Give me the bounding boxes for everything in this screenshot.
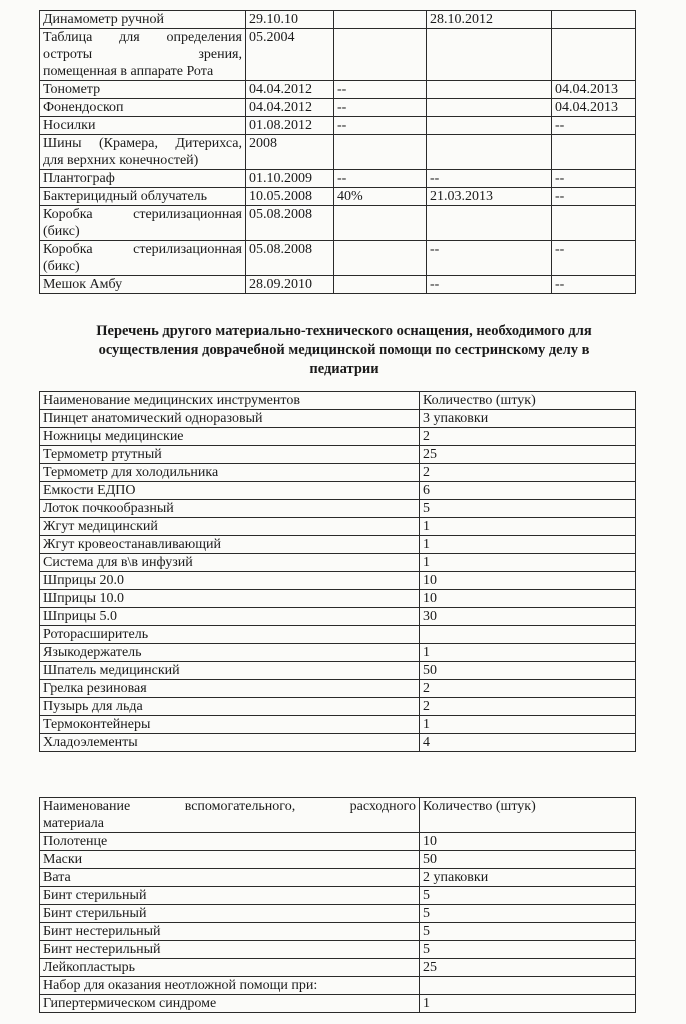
equipment-c5-cell: -- <box>552 276 636 294</box>
material-qty-cell <box>420 977 636 995</box>
equipment-c4-cell <box>427 206 552 241</box>
instruments-row <box>40 590 636 608</box>
equipment-row <box>40 188 636 206</box>
equipment-table <box>39 10 636 294</box>
materials-row <box>40 833 636 851</box>
materials-row <box>40 959 636 977</box>
material-name-cell: Маски <box>40 851 420 869</box>
instrument-name-cell: Лоток почкообразный <box>40 500 420 518</box>
materials-row <box>40 887 636 905</box>
instrument-name-cell: Шприцы 5.0 <box>40 608 420 626</box>
instruments-row <box>40 464 636 482</box>
equipment-name-line: Таблица для определения <box>43 30 242 45</box>
instruments-row <box>40 716 636 734</box>
equipment-name-line: Мешок Амбу <box>43 277 123 292</box>
equipment-row <box>40 241 636 276</box>
equipment-name-line: Бактерицидный облучатель <box>43 189 208 204</box>
instruments-row <box>40 680 636 698</box>
instrument-qty-cell: 25 <box>420 446 636 464</box>
equipment-c4-cell: -- <box>427 276 552 294</box>
section-title <box>60 322 628 379</box>
equipment-name-cell <box>40 135 246 170</box>
materials-header-word-1: Наименование <box>43 799 131 814</box>
equipment-c3-cell <box>334 135 427 170</box>
equipment-date-cell: 28.09.2010 <box>246 276 334 294</box>
equipment-row <box>40 206 636 241</box>
equipment-c3-cell: -- <box>334 81 427 99</box>
instrument-name-cell: Языкодержатель <box>40 644 420 662</box>
equipment-row <box>40 29 636 81</box>
equipment-name-cell <box>40 170 246 188</box>
equipment-c4-cell: -- <box>427 241 552 276</box>
instrument-name-cell: Термометр ртутный <box>40 446 420 464</box>
instruments-row <box>40 410 636 428</box>
instrument-qty-cell: 2 <box>420 698 636 716</box>
equipment-date-cell: 05.08.2008 <box>246 206 334 241</box>
equipment-date-cell: 05.2004 <box>246 29 334 81</box>
instrument-qty-cell: 1 <box>420 536 636 554</box>
instrument-name-cell: Ножницы медицинские <box>40 428 420 446</box>
equipment-c5-cell: -- <box>552 188 636 206</box>
equipment-c5-cell <box>552 11 636 29</box>
equipment-row <box>40 135 636 170</box>
equipment-row <box>40 170 636 188</box>
instrument-qty-cell: 4 <box>420 734 636 752</box>
equipment-name-cell <box>40 29 246 81</box>
equipment-c5-cell: -- <box>552 241 636 276</box>
material-name-cell: Гипертермическом синдроме <box>40 995 420 1013</box>
material-name-cell: Вата <box>40 869 420 887</box>
instruments-row <box>40 446 636 464</box>
equipment-name-cell <box>40 81 246 99</box>
equipment-name-line: (бикс) <box>43 224 80 239</box>
instruments-table-body <box>40 410 636 752</box>
equipment-c3-cell <box>334 206 427 241</box>
material-name-cell: Бинт стерильный <box>40 887 420 905</box>
materials-row <box>40 923 636 941</box>
instrument-qty-cell: 1 <box>420 554 636 572</box>
materials-header-word-2: вспомогательного, <box>184 799 296 814</box>
instruments-row <box>40 662 636 680</box>
equipment-c4-cell <box>427 81 552 99</box>
equipment-c5-cell: -- <box>552 170 636 188</box>
instrument-qty-cell: 30 <box>420 608 636 626</box>
equipment-name-cell <box>40 241 246 276</box>
equipment-c3-cell <box>334 11 427 29</box>
equipment-name-line: для верхних конечностей) <box>43 153 199 168</box>
instrument-name-cell: Шпатель медицинский <box>40 662 420 680</box>
instrument-name-cell: Система для в\в инфузий <box>40 554 420 572</box>
equipment-c3-cell: -- <box>334 170 427 188</box>
equipment-c5-cell: 04.04.2013 <box>552 99 636 117</box>
material-qty-cell: 5 <box>420 923 636 941</box>
equipment-date-cell: 10.05.2008 <box>246 188 334 206</box>
equipment-c5-cell: -- <box>552 117 636 135</box>
instrument-qty-cell: 10 <box>420 590 636 608</box>
instrument-qty-cell: 6 <box>420 482 636 500</box>
equipment-name-line: Носилки <box>43 118 96 133</box>
instrument-name-cell: Хладоэлементы <box>40 734 420 752</box>
instrument-qty-cell: 5 <box>420 500 636 518</box>
material-qty-cell: 1 <box>420 995 636 1013</box>
equipment-c4-cell <box>427 117 552 135</box>
material-name-cell: Набор для оказания неотложной помощи при: <box>40 977 420 995</box>
material-qty-cell: 25 <box>420 959 636 977</box>
equipment-c3-cell: 40% <box>334 188 427 206</box>
equipment-name-line: (бикс) <box>43 259 80 274</box>
equipment-name-line: Динамометр ручной <box>43 12 165 27</box>
instrument-name-cell: Роторасширитель <box>40 626 420 644</box>
equipment-date-cell: 2008 <box>246 135 334 170</box>
equipment-name-cell <box>40 99 246 117</box>
material-qty-cell: 5 <box>420 941 636 959</box>
instrument-qty-cell: 1 <box>420 518 636 536</box>
equipment-row <box>40 276 636 294</box>
equipment-row <box>40 117 636 135</box>
equipment-name-line: Коробка стерилизационная <box>43 242 242 257</box>
instrument-qty-cell: 10 <box>420 572 636 590</box>
equipment-c3-cell: -- <box>334 99 427 117</box>
equipment-c4-cell: 21.03.2013 <box>427 188 552 206</box>
instruments-row <box>40 536 636 554</box>
equipment-table-body <box>40 11 636 294</box>
equipment-c5-cell <box>552 29 636 81</box>
equipment-name-line: Коробка стерилизационная <box>43 207 242 222</box>
materials-header-name <box>40 798 420 833</box>
materials-table <box>39 797 636 1013</box>
equipment-c5-cell <box>552 135 636 170</box>
instruments-row <box>40 644 636 662</box>
equipment-c3-cell: -- <box>334 117 427 135</box>
materials-header-name-line-1 <box>43 798 416 815</box>
equipment-name-line: остроты зрения, <box>43 47 242 62</box>
equipment-date-cell: 04.04.2012 <box>246 99 334 117</box>
instruments-row <box>40 518 636 536</box>
materials-row <box>40 905 636 923</box>
instruments-header-qty: Количество (штук) <box>420 392 636 410</box>
instruments-row <box>40 608 636 626</box>
equipment-row <box>40 81 636 99</box>
equipment-name-cell <box>40 276 246 294</box>
instruments-table <box>39 391 636 752</box>
equipment-c4-cell <box>427 29 552 81</box>
equipment-c4-cell <box>427 99 552 117</box>
equipment-c4-cell: -- <box>427 170 552 188</box>
equipment-c4-cell <box>427 135 552 170</box>
equipment-row <box>40 99 636 117</box>
instrument-qty-cell: 2 <box>420 428 636 446</box>
instruments-row <box>40 428 636 446</box>
materials-row <box>40 941 636 959</box>
equipment-date-cell: 01.10.2009 <box>246 170 334 188</box>
equipment-name-line: Фонендоскоп <box>43 100 124 115</box>
instruments-row <box>40 734 636 752</box>
materials-row <box>40 995 636 1013</box>
materials-row <box>40 851 636 869</box>
equipment-name-cell <box>40 206 246 241</box>
instruments-row <box>40 554 636 572</box>
instrument-name-cell: Термоконтейнеры <box>40 716 420 734</box>
equipment-date-cell: 01.08.2012 <box>246 117 334 135</box>
instrument-name-cell: Пинцет анатомический одноразовый <box>40 410 420 428</box>
instruments-header-name: Наименование медицинских инструментов <box>40 392 420 410</box>
instrument-name-cell: Термометр для холодильника <box>40 464 420 482</box>
instrument-name-cell: Жгут кровеостанавливающий <box>40 536 420 554</box>
material-qty-cell: 50 <box>420 851 636 869</box>
equipment-name-line: Тонометр <box>43 82 101 97</box>
material-name-cell: Бинт нестерильный <box>40 941 420 959</box>
instrument-name-cell: Емкости ЕДПО <box>40 482 420 500</box>
material-name-cell: Лейкопластырь <box>40 959 420 977</box>
instrument-name-cell: Шприцы 10.0 <box>40 590 420 608</box>
instrument-qty-cell: 1 <box>420 716 636 734</box>
materials-header-qty: Количество (штук) <box>420 798 636 833</box>
equipment-c5-cell: 04.04.2013 <box>552 81 636 99</box>
instrument-qty-cell <box>420 626 636 644</box>
material-qty-cell: 10 <box>420 833 636 851</box>
instruments-row <box>40 698 636 716</box>
instruments-row <box>40 626 636 644</box>
instruments-row <box>40 482 636 500</box>
equipment-c3-cell <box>334 29 427 81</box>
equipment-date-cell: 04.04.2012 <box>246 81 334 99</box>
materials-row <box>40 869 636 887</box>
materials-header-name-line-2: материала <box>43 816 104 831</box>
equipment-name-cell <box>40 117 246 135</box>
material-name-cell: Полотенце <box>40 833 420 851</box>
equipment-date-cell: 29.10.10 <box>246 11 334 29</box>
material-qty-cell: 5 <box>420 887 636 905</box>
equipment-c3-cell <box>334 241 427 276</box>
equipment-row <box>40 11 636 29</box>
material-qty-cell: 2 упаковки <box>420 869 636 887</box>
instrument-qty-cell: 3 упаковки <box>420 410 636 428</box>
materials-row <box>40 977 636 995</box>
materials-table-body <box>40 833 636 1013</box>
equipment-date-cell: 05.08.2008 <box>246 241 334 276</box>
material-qty-cell: 5 <box>420 905 636 923</box>
instrument-name-cell: Пузырь для льда <box>40 698 420 716</box>
instrument-qty-cell: 1 <box>420 644 636 662</box>
equipment-c3-cell <box>334 276 427 294</box>
equipment-name-cell <box>40 11 246 29</box>
material-name-cell: Бинт стерильный <box>40 905 420 923</box>
equipment-c4-cell: 28.10.2012 <box>427 11 552 29</box>
equipment-name-cell <box>40 188 246 206</box>
instruments-row <box>40 500 636 518</box>
equipment-c5-cell <box>552 206 636 241</box>
equipment-name-line: помещенная в аппарате Рота <box>43 64 214 79</box>
materials-header-row <box>40 798 636 833</box>
instruments-header-row <box>40 392 636 410</box>
section-title-line-3: педиатрии <box>309 361 379 377</box>
section-title-line-1: Перечень другого материально-технического оснащения, необходимого для <box>96 323 592 339</box>
instrument-name-cell: Шприцы 20.0 <box>40 572 420 590</box>
equipment-name-line: Шины (Крамера, Дитерихса, <box>43 136 242 151</box>
material-name-cell: Бинт нестерильный <box>40 923 420 941</box>
instruments-row <box>40 572 636 590</box>
instrument-name-cell: Жгут медицинский <box>40 518 420 536</box>
section-title-line-2: осуществления доврачебной медицинской помощи по сестринскому делу в <box>98 342 590 358</box>
instrument-qty-cell: 2 <box>420 464 636 482</box>
instrument-qty-cell: 2 <box>420 680 636 698</box>
materials-header-word-3: расходного <box>349 799 416 814</box>
instrument-qty-cell: 50 <box>420 662 636 680</box>
instrument-name-cell: Грелка резиновая <box>40 680 420 698</box>
equipment-name-line: Плантограф <box>43 171 115 186</box>
